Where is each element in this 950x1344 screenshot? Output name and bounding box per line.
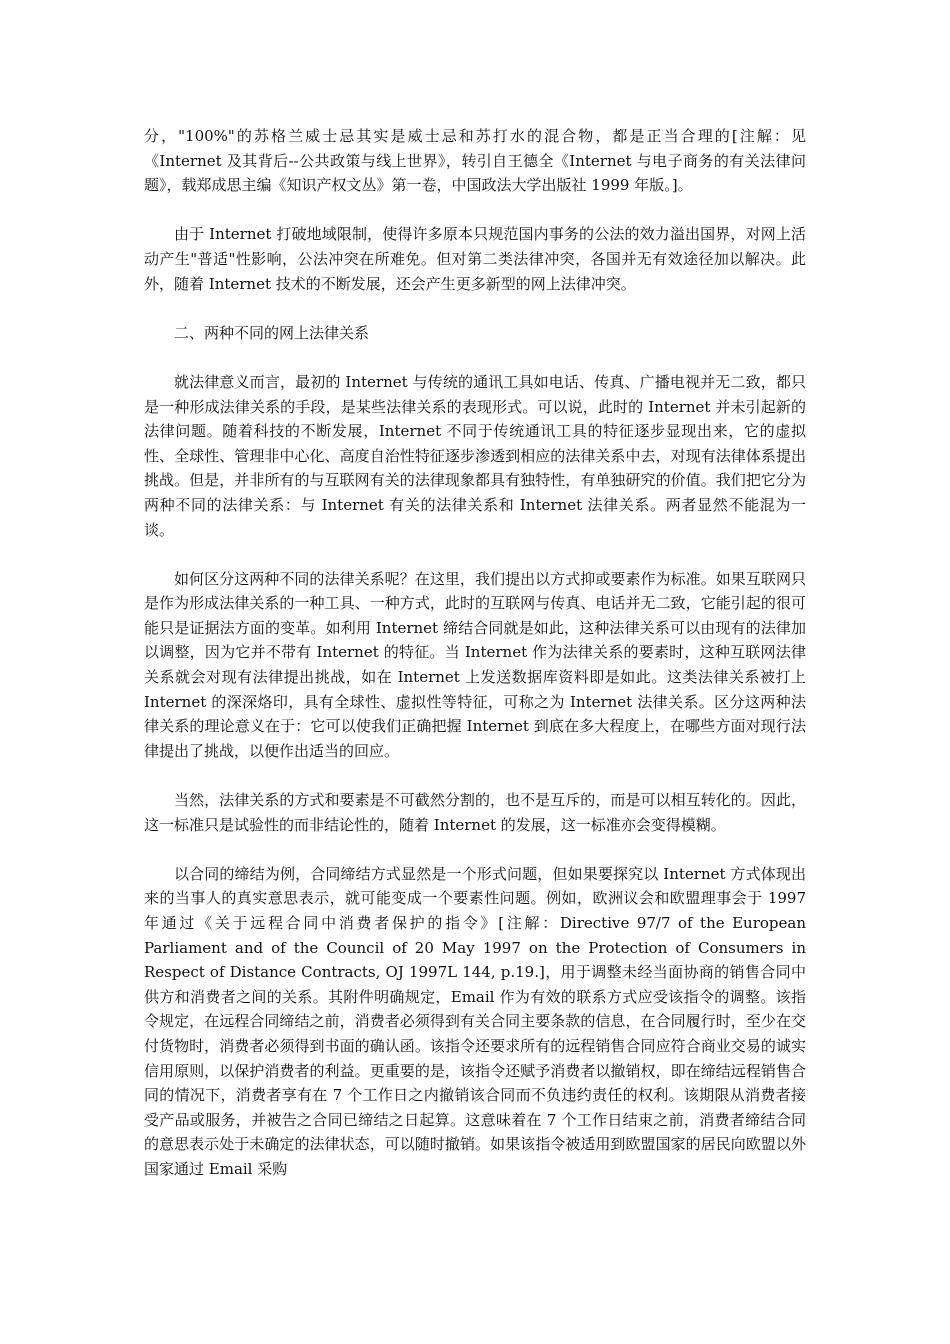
paragraph-continuation: 分，"100%"的苏格兰威士忌其实是威士忌和苏打水的混合物，都是正当合理的[注解：见《Internet 及其背后--公共政策与线上世界》，转引自王德全《Internet 与电子商务的有关法律问题》，载郑成思主编《知识产权文丛》第一卷，中国政法大学出版社 1999 年版。]。	[144, 127, 806, 195]
section-heading: 二、两种不同的网上法律关系	[174, 323, 370, 342]
paragraph-legal-meaning: 就法律意义而言，最初的 Internet 与传统的通讯工具如电话、传真、广播电视并无二致，都只是一种形成法律关系的手段，是某些法律关系的表现形式。可以说，此时的 Internet 并未引起新的法律问题。随着科技的不断发展，Internet 不同于传统通讯工具的特征逐步显现出来，它的虚拟性、全球性、管理非中心化、高度自治性特征逐步渗透到相应的法律关系中去，对现有法律体系提出挑战。但是，并非所有的与互联网有关的法律现象都具有独特性，有单独研究的价值。我们把它分为两种不同的法律关系：与 Internet 有关的法律关系和 Internet 法律关系。两者显然不能混为一谈。	[144, 372, 806, 539]
document-body	[144, 124, 806, 1182]
paragraph-public-law-conflict: 由于 Internet 打破地域限制，使得许多原本只规范国内事务的公法的效力溢出国界，对网上活动产生"普适"性影响，公法冲突在所难免。但对第二类法律冲突，各国并无有效途径加以解决。此外，随着 Internet 技术的不断发展，还会产生更多新型的网上法律冲突。	[144, 225, 806, 293]
paragraph-distinguish-relations: 如何区分这两种不同的法律关系呢？在这里，我们提出以方式抑或要素作为标准。如果互联网只是作为形成法律关系的一种工具、一种方式，此时的互联网与传真、电话并无二致，它能引起的很可能只是证据法方面的变革。如利用 Internet 缔结合同就是如此，这种法律关系可以由现有的法律加以调整，因为它并不带有 Internet 的特征。当 Internet 作为法律关系的要素时，这种互联网法律关系就会对现有法律提出挑战，如在 Internet 上发送数据库资料即是如此。这类法律关系被打上 Internet 的深深烙印，具有全球性、虚拟性等特征，可称之为 Internet 法律关系。区分这两种法律关系的理论意义在于：它可以使我们正确把握 Internet 到底在多大程度上，在哪些方面对现行法律提出了挑战，以便作出适当的回应。	[144, 569, 806, 760]
paragraph-contract-example: 以合同的缔结为例，合同缔结方式显然是一个形式问题，但如果要探究以 Internet 方式体现出来的当事人的真实意思表示，就可能变成一个要素性问题。例如，欧洲议会和欧盟理事会于 1997 年通过《关于远程合同中消费者保护的指令》[注解：Directive 97/7 of the European Parliament and of the Council of 20 May 1997 on the Protection of Consumers in Respect of Distance Contracts, OJ 1997L 144, p.19.]，用于调整未经当面协商的销售合同中供方和消费者之间的关系。其附件明确规定，Email 作为有效的联系方式应受该指令的调整。该指令规定，在远程合同缔结之前，消费者必须得到有关合同主要条款的信息，在合同履行时，至少在交付货物时，消费者必须得到书面的确认函。该指令还要求所有的远程销售合同应符合商业交易的诚实信用原则，以保护消费者的利益。更重要的是，该指令还赋予消费者以撤销权，即在缔结远程销售合同的情况下，消费者享有在 7 个工作日之内撤销该合同而不负违约责任的权利。该期限从消费者接受产品或服务，并被告之合同已缔结之日起算。这意味着在 7 个工作日结束之前，消费者缔结合同的意思表示处于未确定的法律状态，可以随时撤销。如果该指令被适用到欧盟国家的居民向欧盟以外国家通过 Email 采购	[144, 864, 806, 1178]
paragraph-mode-and-element: 当然，法律关系的方式和要素是不可截然分割的，也不是互斥的，而是可以相互转化的。因此，这一标准只是试验性的而非结论性的，随着 Internet 的发展，这一标准亦会变得模糊。	[144, 791, 806, 834]
